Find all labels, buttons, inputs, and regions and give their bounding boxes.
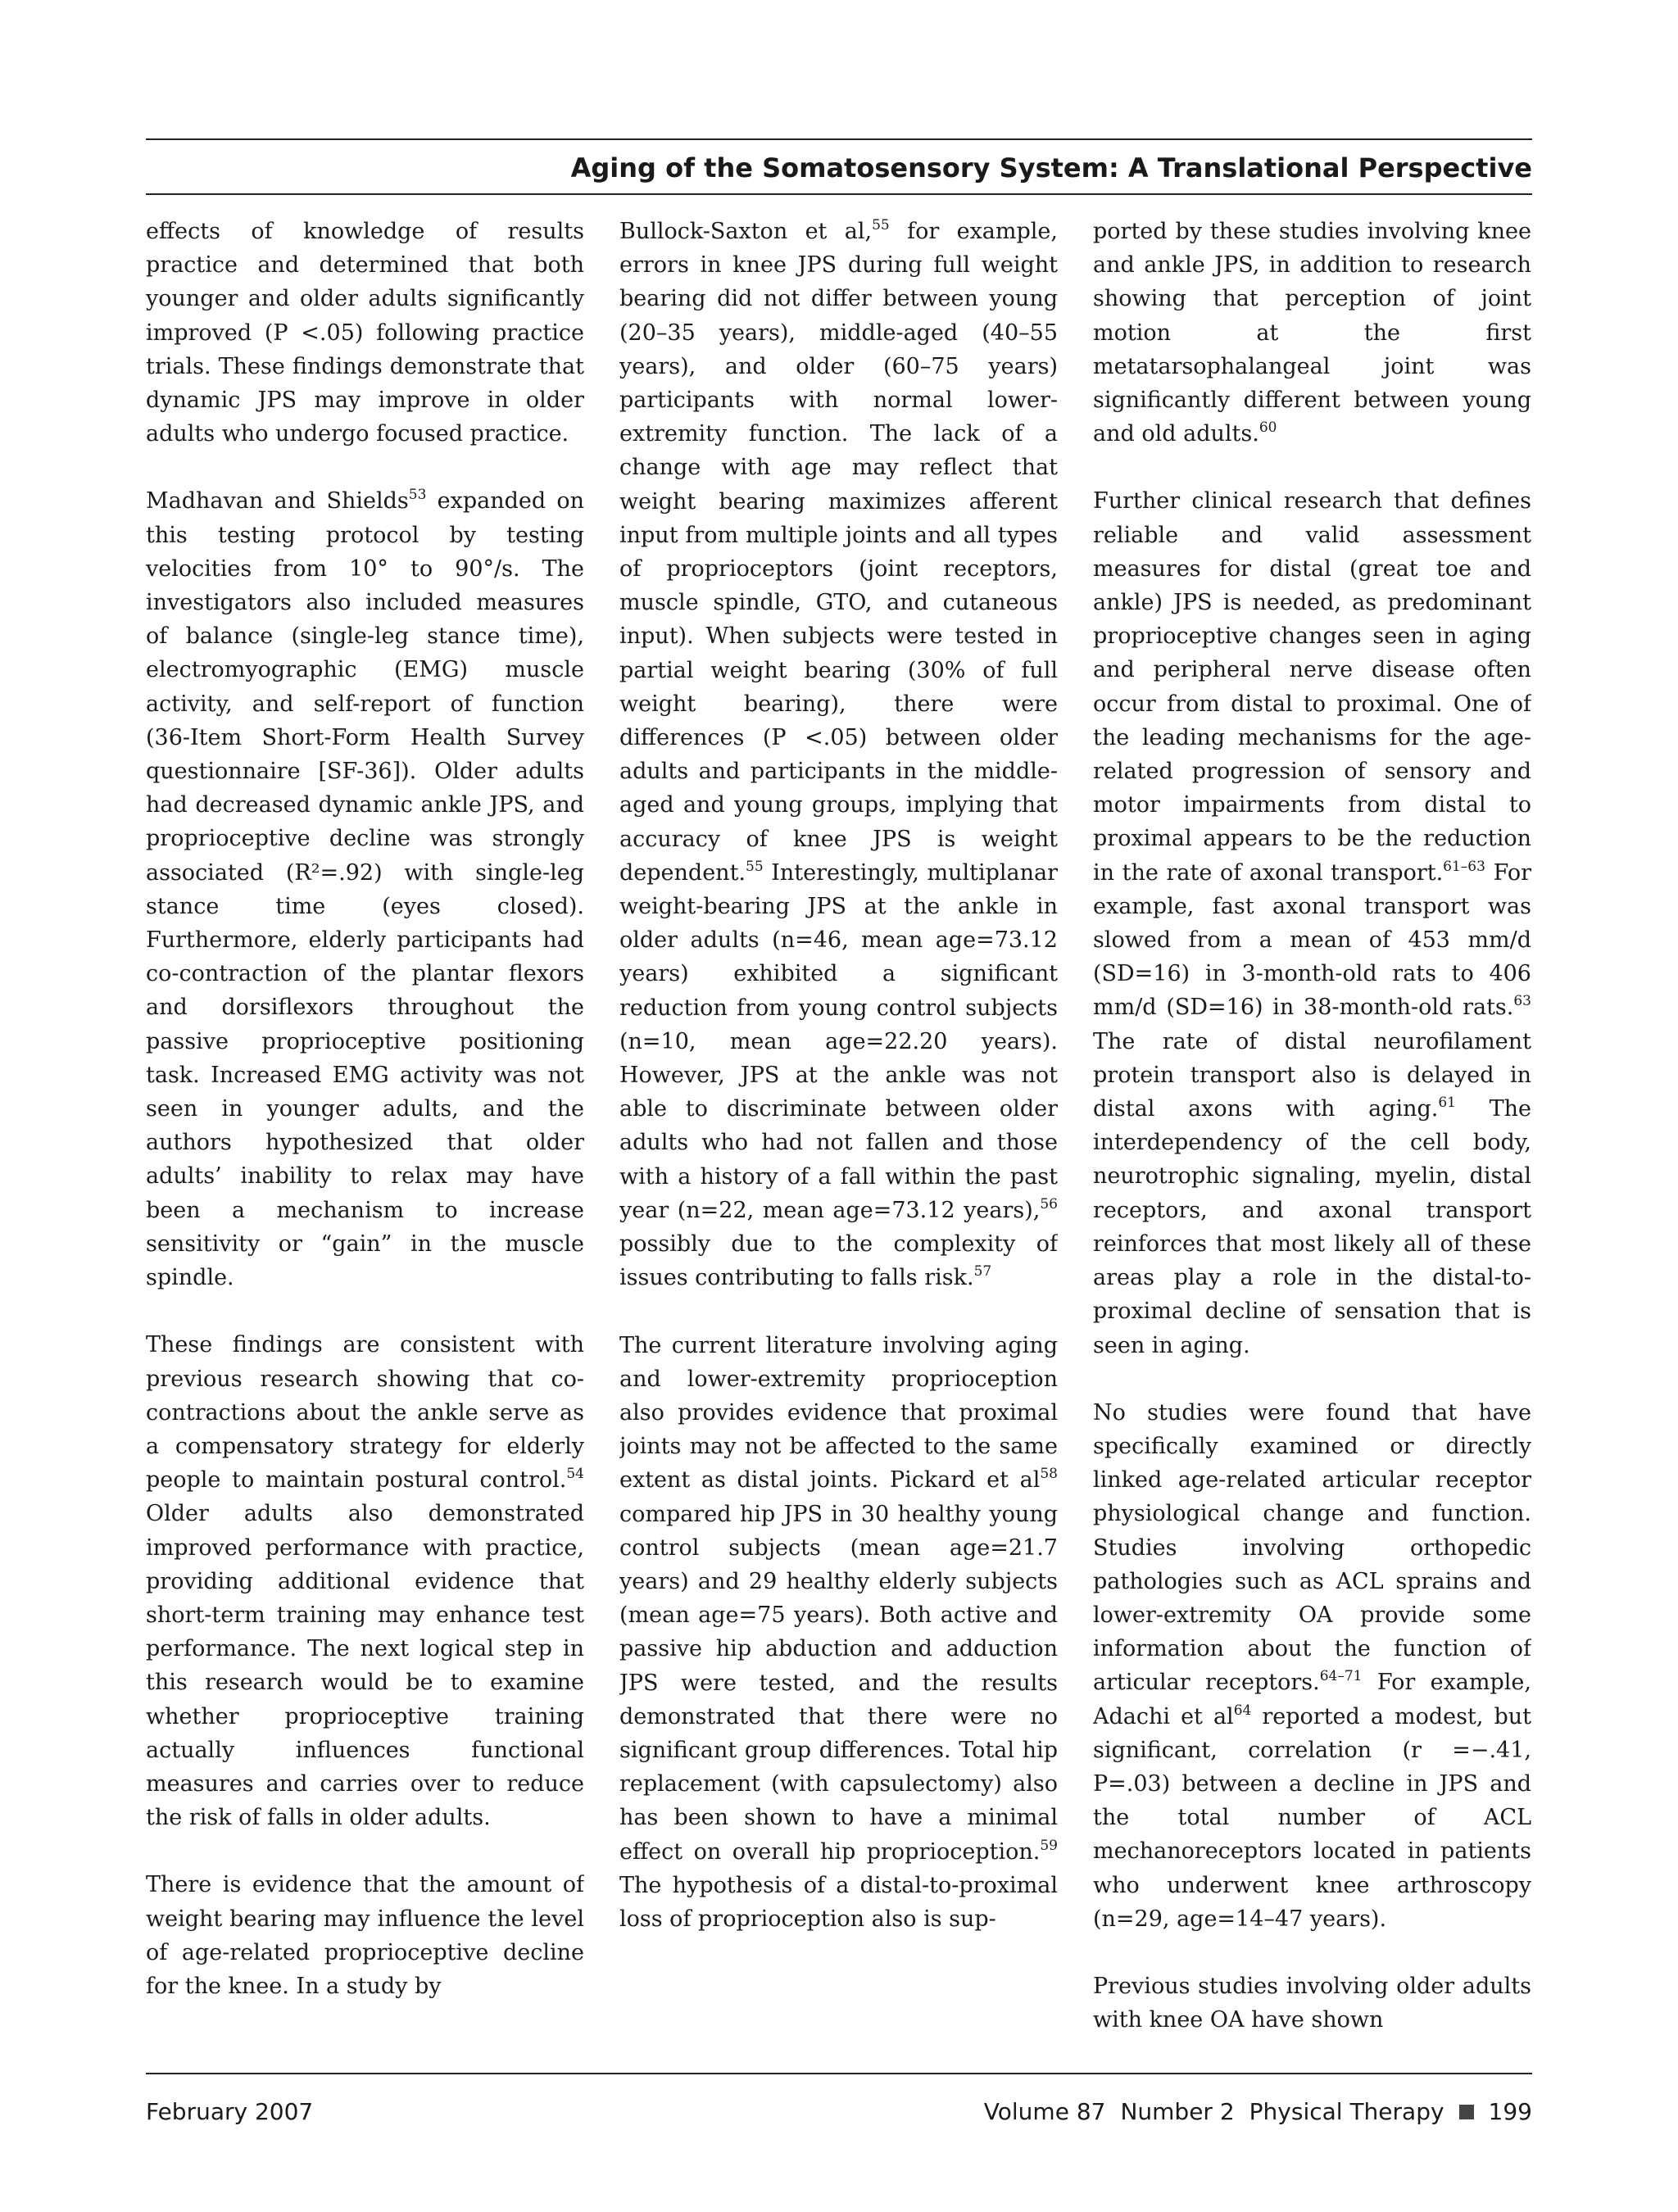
reference-superscript: 57	[973, 1263, 992, 1281]
reference-superscript: 55	[746, 858, 764, 875]
paragraph: ported by these studies involving knee and ankle JPS, in addition to research showing that perception of joint motion at the first metatarsophalangeal joint was significantly different between young and old adults.$^{60}$	[1093, 219, 1531, 447]
footer-citation	[984, 2096, 1532, 2128]
running-title: Aging of the Somatosensory System: A Translational Perspective	[570, 152, 1532, 184]
reference-superscript: 54	[566, 1466, 584, 1483]
paragraph: effects of knowledge of results practice and determined that both younger and older adults significantly improved (P <.05) following practice trials. These findings demonstrate that dynamic JPS may improve in older adults who undergo focused practice.	[146, 219, 584, 447]
header-rule	[146, 193, 1532, 195]
paragraph: Bullock-Saxton et al,$^{55}$ for example, errors in knee JPS during full weight bearing did not differ between young (20–35 years), middle-aged (40–55 years), and older (60–75 years) participants with normal lower-extremity function. The lack of a change with age may reflect that weight bearing maximizes afferent input from multiple joints and all types of proprioceptors (joint receptors, muscle spindle, GTO, and cutaneous input). When subjects were tested in partial weight bearing (30% of full weight bearing), there were differences (P <.05) between older adults and participants in the middle-aged and young groups, implying that accuracy of knee JPS is weight dependent.$^{55}$ Interestingly, multiplanar weight-bearing JPS at the ankle in older adults (n=46, mean age=73.12 years) exhibited a significant reduction from young control subjects (n=10, mean age=22.20 years). However, JPS at the ankle was not able to discriminate between older adults who had not fallen and those with a history of a fall within the past year (n=22, mean age=73.12 years),$^{56}$ possibly due to the complexity of issues contributing to falls risk.$^{57}$	[619, 217, 1058, 1291]
reference-superscript: 61–63	[1443, 858, 1485, 875]
paragraph: No studies were found that have specifically examined or directly linked age-related articular receptor physiological change and function. Studies involving orthopedic pathologies such as ACL sprains and lower-extremity OA provide some information about the function of articular receptors.$^{64-71}$ For example, Adachi et $al^{64}$ reported a modest, but significant, correlation (r =−.41, P=.03) between a decline in JPS and the total number of ACL mechanoreceptors located in patients who underwent knee arthroscopy (n=29, age=14–47 years).	[1093, 1399, 1531, 1932]
footer-number: Number 2	[1120, 2098, 1235, 2125]
paragraph: Madhavan and Shields$^{53}$ expanded on this testing protocol by testing velocities from 10° to 90°/s. The investigators also included measures of balance (single-leg stance time), electromyographic (EMG) muscle activity, and self-report of function (36-Item Short-Form Health Survey questionnaire [SF-36]). Older adults had decreased dynamic ankle JPS, and proprioceptive decline was strongly associated (R²=.92) with single-leg stance time (eyes closed). Furthermore, elderly participants had co-contraction of the plantar flexors and dorsiflexors throughout the passive proprioceptive positioning task. Increased EMG activity was not seen in younger adults, and the authors hypothesized that older adults’ inability to relax may have been a mechanism to increase sensitivity or “gain” in the muscle spindle.	[146, 487, 584, 1291]
page-number: 199	[1488, 2098, 1532, 2125]
reference-superscript: 60	[1258, 419, 1277, 437]
paragraph: Further clinical research that defines reliable and valid assessment measures for distal (great toe and ankle) JPS is needed, as predominant proprioceptive changes seen in aging and peripheral nerve disease often occur from distal to proximal. One of the leading mechanisms for the age-related progression of sensory and motor impairments from distal to proximal appears to be the reduction in the rate of axonal transport.$^{61-63}$ For example, fast axonal transport was slowed from a mean of 453 mm/d (SD=16) in 3-month-old rats to 406 mm/d (SD=16) in 38-month-old rats.$^{63}$ The rate of distal neurofilament protein transport also is delayed in distal axons with aging.$^{61}$ The interdependency of the cell body, neurotrophic signaling, myelin, distal receptors, and axonal transport reinforces that most likely all of these areas play a role in the distal-to-proximal decline of sensation that is seen in aging.	[1093, 488, 1531, 1358]
reference-superscript: 55	[872, 217, 890, 233]
reference-superscript: 63	[1513, 993, 1531, 1010]
footer-date: February 2007	[146, 2098, 314, 2125]
text-column-1	[146, 215, 584, 2050]
reference-superscript: 53	[408, 487, 427, 504]
paragraph: The current literature involving aging and lower-extremity proprioception also provides evidence that proximal joints may not be affected to the same extent as distal joints. Pickard et $al^{58}$ compared hip JPS in 30 healthy young control subjects (mean age=21.7 years) and 29 healthy elderly subjects (mean age=75 years). Both active and passive hip abduction and adduction JPS were tested, and the results demonstrated that there were no significant group differences. Total hip replacement (with capsulectomy) also has been shown to have a minimal effect on overall hip proprioception.$^{59}$ The hypothesis of a distal-to-proximal loss of proprioception also is sup-	[619, 1332, 1058, 1932]
paragraph: These findings are consistent with previous research showing that co-contractions about the ankle serve as a compensatory strategy for elderly people to maintain postural control.$^{54}$ Older adults also demonstrated improved performance with practice, providing additional evidence that short-term training may enhance test performance. The next logical step in this research would be to examine whether proprioceptive training actually influences functional measures and carries over to reduce the risk of falls in older adults.	[146, 1332, 584, 1831]
top-rule	[146, 138, 1532, 140]
reference-superscript: 64	[1233, 1702, 1252, 1719]
paragraph: There is evidence that the amount of weight bearing may influence the level of age-related proprioceptive decline for the knee. In a study by	[146, 1872, 584, 1999]
reference-superscript: 61	[1438, 1095, 1456, 1112]
reference-superscript: 58	[1040, 1466, 1058, 1483]
text-column-3	[1093, 215, 1531, 2050]
footer-volume: Volume 87	[983, 2098, 1106, 2125]
reference-superscript: 64–71	[1319, 1668, 1363, 1685]
reference-superscript: 59	[1040, 1837, 1058, 1854]
square-bullet-icon	[1459, 2105, 1474, 2119]
paragraph: Previous studies involving older adults with knee OA have shown	[1093, 1973, 1531, 2033]
reference-superscript: 56	[1040, 1195, 1058, 1213]
text-column-2	[619, 215, 1058, 2050]
footer-journal: Physical Therapy	[1249, 2098, 1444, 2125]
footer-rule	[146, 2073, 1532, 2074]
